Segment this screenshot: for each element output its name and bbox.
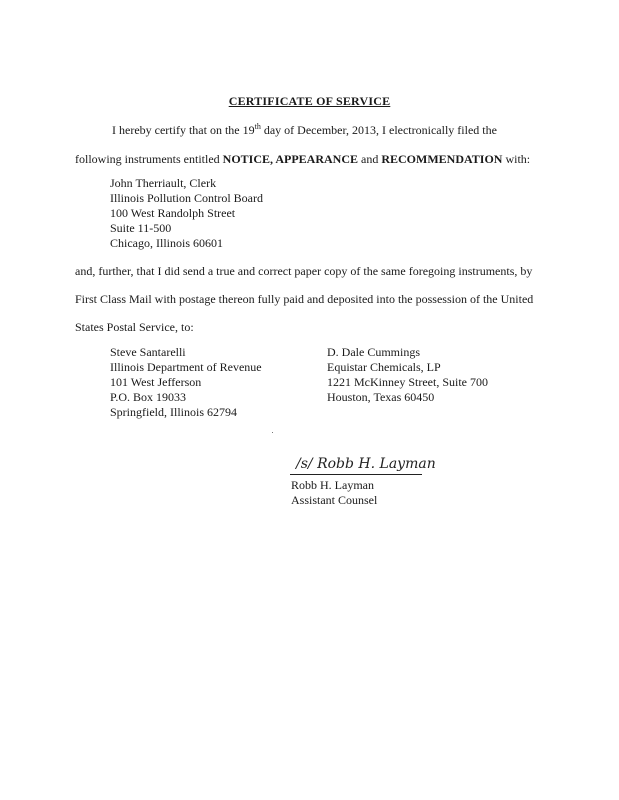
instruments-conjunction: and: [358, 152, 382, 166]
certification-sentence: [112, 123, 497, 137]
signer-block: [291, 478, 377, 508]
scan-speck: [272, 432, 273, 433]
revenue-address-block: [110, 345, 262, 420]
clerk-address-block: [110, 176, 263, 251]
instruments-title-1: NOTICE, APPEARANCE: [222, 152, 359, 166]
instruments-text-start: following instruments entitled: [75, 152, 223, 166]
address-line: P.O. Box 19033: [110, 390, 187, 404]
address-line: Steve Santarelli: [110, 345, 186, 359]
signer-name: Robb H. Layman: [291, 478, 374, 492]
instruments-text-end: with:: [502, 152, 531, 166]
address-line: John Therriault, Clerk: [110, 176, 217, 190]
address-line: Illinois Department of Revenue: [110, 360, 262, 374]
service-sentence-line-1: and, further, that I did send a true and correct paper copy of the same foregoing instruments, by: [75, 264, 533, 278]
address-line: 100 West Randolph Street: [110, 206, 236, 220]
service-sentence-line-2: First Class Mail with postage thereon fully paid and deposited into the possession of the United: [75, 292, 534, 306]
instruments-title-2: RECOMMENDATION: [381, 152, 503, 166]
address-line: Suite 11-500: [110, 221, 172, 235]
address-line: Springfield, Illinois 62794: [110, 405, 237, 419]
service-sentence-line-3: States Postal Service, to:: [75, 320, 194, 334]
equistar-address-block: [327, 345, 488, 405]
signer-title: Assistant Counsel: [291, 493, 378, 507]
certification-text-start: I hereby certify that on the 19: [112, 123, 255, 137]
signature-line: [290, 474, 422, 475]
address-line: Houston, Texas 60450: [327, 390, 435, 404]
date-ordinal-suffix: th: [254, 122, 261, 131]
certification-text-end: day of December, 2013, I electronically filed the: [260, 123, 497, 137]
instruments-sentence: [75, 152, 530, 166]
address-line: Chicago, Illinois 60601: [110, 236, 223, 250]
address-line: 1221 McKinney Street, Suite 700: [327, 375, 488, 389]
handwritten-signature: /s/ Robb H. Layman: [296, 456, 436, 472]
address-line: Illinois Pollution Control Board: [110, 191, 264, 205]
document-title: CERTIFICATE OF SERVICE: [228, 94, 391, 108]
address-line: D. Dale Cummings: [327, 345, 420, 359]
address-line: Equistar Chemicals, LP: [327, 360, 441, 374]
address-line: 101 West Jefferson: [110, 375, 202, 389]
